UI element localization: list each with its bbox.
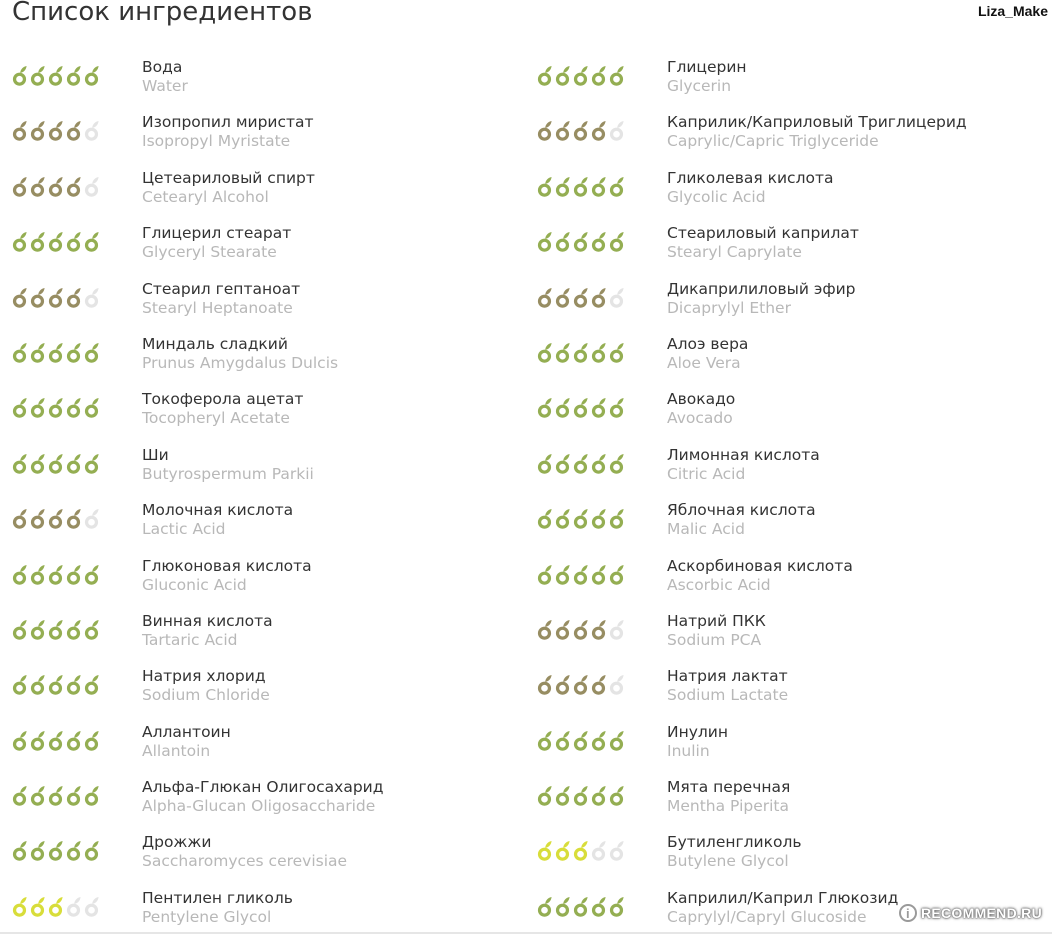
olive-leaf-icon xyxy=(554,231,571,253)
ingredient-name-ru[interactable]: Каприлил/Каприл Глюкозид xyxy=(667,888,899,907)
ingredient-name-ru[interactable]: Глюконовая кислота xyxy=(142,556,312,575)
olive-leaf-icon xyxy=(47,120,64,142)
safety-rating xyxy=(11,342,100,364)
olive-leaf-icon xyxy=(536,564,553,586)
olive-leaf-icon xyxy=(536,453,553,475)
olive-leaf-icon xyxy=(83,453,100,475)
olive-leaf-icon xyxy=(572,176,589,198)
olive-leaf-icon xyxy=(11,508,28,530)
ingredient-name-inci: Stearyl Caprylate xyxy=(667,243,802,262)
safety-rating xyxy=(11,840,100,862)
safety-rating xyxy=(11,508,100,530)
olive-leaf-icon xyxy=(554,730,571,752)
olive-leaf-icon xyxy=(83,619,100,641)
olive-leaf-icon xyxy=(29,896,46,918)
olive-leaf-icon xyxy=(590,342,607,364)
olive-leaf-icon xyxy=(11,176,28,198)
ingredient-names xyxy=(667,280,856,318)
ingredient-names xyxy=(667,501,816,539)
ingredient-names xyxy=(667,390,735,428)
olive-leaf-icon xyxy=(29,564,46,586)
olive-leaf-icon xyxy=(608,287,625,309)
olive-leaf-icon xyxy=(83,176,100,198)
olive-leaf-icon xyxy=(590,231,607,253)
safety-rating xyxy=(11,730,100,752)
ingredient-name-ru[interactable]: Ши xyxy=(142,445,169,464)
olive-leaf-icon xyxy=(11,840,28,862)
olive-leaf-icon xyxy=(554,65,571,87)
olive-leaf-icon xyxy=(29,231,46,253)
ingredient-names xyxy=(142,667,270,705)
safety-rating xyxy=(536,287,625,309)
ingredient-name-inci: Lactic Acid xyxy=(142,520,226,539)
ingredient-names xyxy=(667,335,748,373)
ingredient-name-ru[interactable]: Бутиленгликоль xyxy=(667,833,802,852)
olive-leaf-icon xyxy=(608,231,625,253)
olive-leaf-icon xyxy=(83,287,100,309)
olive-leaf-icon xyxy=(11,564,28,586)
olive-leaf-icon xyxy=(608,120,625,142)
ingredient-names xyxy=(667,833,802,871)
olive-leaf-icon xyxy=(83,231,100,253)
olive-leaf-icon xyxy=(29,674,46,696)
ingredient-name-inci: Citric Acid xyxy=(667,464,746,483)
olive-leaf-icon xyxy=(572,674,589,696)
olive-leaf-icon xyxy=(65,896,82,918)
watermark-text: RECOMMEND.RU xyxy=(920,905,1042,921)
safety-rating xyxy=(11,564,100,586)
olive-leaf-icon xyxy=(83,120,100,142)
olive-leaf-icon xyxy=(47,896,64,918)
olive-leaf-icon xyxy=(65,397,82,419)
ingredient-name-ru[interactable]: Дикаприлиловый эфир xyxy=(667,279,856,298)
ingredient-names xyxy=(667,667,788,705)
safety-rating xyxy=(536,453,625,475)
safety-rating xyxy=(536,730,625,752)
ingredient-name-inci: Glyceryl Stearate xyxy=(142,243,277,262)
olive-leaf-icon xyxy=(536,287,553,309)
olive-leaf-icon xyxy=(83,564,100,586)
olive-leaf-icon xyxy=(608,176,625,198)
safety-rating xyxy=(11,397,100,419)
ingredient-names xyxy=(667,557,853,595)
ingredient-name-ru[interactable]: Натрия хлорид xyxy=(142,667,266,686)
safety-rating xyxy=(11,453,100,475)
olive-leaf-icon xyxy=(590,120,607,142)
olive-leaf-icon xyxy=(11,65,28,87)
olive-leaf-icon xyxy=(572,231,589,253)
olive-leaf-icon xyxy=(608,508,625,530)
olive-leaf-icon xyxy=(572,896,589,918)
olive-leaf-icon xyxy=(572,508,589,530)
ingredient-name-ru[interactable]: Аскорбиновая кислота xyxy=(667,556,853,575)
safety-rating xyxy=(536,120,625,142)
ingredient-names xyxy=(667,889,898,927)
olive-leaf-icon xyxy=(47,730,64,752)
ingredient-name-ru[interactable]: Лимонная кислота xyxy=(667,445,820,464)
olive-leaf-icon xyxy=(65,231,82,253)
safety-rating xyxy=(536,342,625,364)
safety-rating xyxy=(11,785,100,807)
olive-leaf-icon xyxy=(29,120,46,142)
safety-rating xyxy=(536,840,625,862)
olive-leaf-icon xyxy=(47,508,64,530)
olive-leaf-icon xyxy=(554,619,571,641)
author-name[interactable]: Liza_Make xyxy=(977,3,1048,19)
ingredient-name-ru[interactable]: Аллантоин xyxy=(142,722,231,741)
ingredient-names xyxy=(142,778,383,816)
olive-leaf-icon xyxy=(29,65,46,87)
olive-leaf-icon xyxy=(554,397,571,419)
ingredient-names xyxy=(142,280,300,318)
ingredient-names xyxy=(667,723,728,761)
ingredient-name-ru[interactable]: Гликолевая кислота xyxy=(667,168,834,187)
ingredient-names xyxy=(142,335,338,373)
olive-leaf-icon xyxy=(572,785,589,807)
watermark xyxy=(899,904,1042,922)
ingredient-name-ru[interactable]: Глицерин xyxy=(667,58,747,76)
ingredient-name-inci: Aloe Vera xyxy=(667,353,741,372)
ingredient-name-ru[interactable]: Токоферола ацетат xyxy=(142,390,304,409)
ingredient-name-ru[interactable]: Авокадо xyxy=(667,390,736,409)
ingredient-name-inci: Allantoin xyxy=(142,741,211,760)
olive-leaf-icon xyxy=(608,65,625,87)
olive-leaf-icon xyxy=(65,120,82,142)
ingredient-names xyxy=(142,501,293,539)
ingredient-name-inci: Isopropyl Myristate xyxy=(142,132,291,151)
safety-rating xyxy=(11,619,100,641)
olive-leaf-icon xyxy=(11,453,28,475)
safety-rating xyxy=(536,564,625,586)
olive-leaf-icon xyxy=(536,176,553,198)
ingredient-name-inci: Prunus Amygdalus Dulcis xyxy=(142,353,339,372)
olive-leaf-icon xyxy=(47,397,64,419)
olive-leaf-icon xyxy=(590,619,607,641)
olive-leaf-icon xyxy=(47,564,64,586)
safety-rating xyxy=(536,785,625,807)
olive-leaf-icon xyxy=(572,120,589,142)
olive-leaf-icon xyxy=(536,120,553,142)
ingredient-name-ru[interactable]: Миндаль сладкий xyxy=(142,334,288,353)
olive-leaf-icon xyxy=(65,65,82,87)
safety-rating xyxy=(536,65,625,87)
olive-leaf-icon xyxy=(83,840,100,862)
ingredient-name-ru[interactable]: Молочная кислота xyxy=(142,501,294,520)
olive-leaf-icon xyxy=(11,896,28,918)
ingredient-names xyxy=(142,113,314,151)
olive-leaf-icon xyxy=(65,176,82,198)
ingredient-name-ru[interactable]: Изопропил миристат xyxy=(142,113,314,132)
olive-leaf-icon xyxy=(83,342,100,364)
safety-rating xyxy=(11,176,100,198)
olive-leaf-icon xyxy=(554,508,571,530)
ingredient-name-inci: Tartaric Acid xyxy=(142,630,238,649)
ingredient-name-inci: Gluconic Acid xyxy=(142,575,247,594)
olive-leaf-icon xyxy=(572,342,589,364)
olive-leaf-icon xyxy=(608,896,625,918)
olive-leaf-icon xyxy=(572,453,589,475)
olive-leaf-icon xyxy=(554,342,571,364)
olive-leaf-icon xyxy=(65,342,82,364)
ingredient-names xyxy=(667,224,859,262)
olive-leaf-icon xyxy=(47,176,64,198)
olive-leaf-icon xyxy=(29,176,46,198)
olive-leaf-icon xyxy=(536,508,553,530)
olive-leaf-icon xyxy=(47,619,64,641)
ingredient-name-ru[interactable]: Дрожжи xyxy=(142,833,212,852)
olive-leaf-icon xyxy=(554,120,571,142)
olive-leaf-icon xyxy=(572,840,589,862)
olive-leaf-icon xyxy=(29,508,46,530)
olive-leaf-icon xyxy=(554,785,571,807)
safety-rating xyxy=(536,896,625,918)
safety-rating xyxy=(536,231,625,253)
olive-leaf-icon xyxy=(590,65,607,87)
ingredient-name-ru[interactable]: Цетеариловый спирт xyxy=(142,168,315,187)
olive-leaf-icon xyxy=(572,564,589,586)
olive-leaf-icon xyxy=(11,397,28,419)
olive-leaf-icon xyxy=(65,730,82,752)
olive-leaf-icon xyxy=(11,730,28,752)
ingredient-name-ru[interactable]: Алоэ вера xyxy=(667,334,749,353)
olive-leaf-icon xyxy=(608,785,625,807)
ingredient-name-inci: Butyrospermum Parkii xyxy=(142,464,314,483)
olive-leaf-icon xyxy=(554,674,571,696)
olive-leaf-icon xyxy=(29,619,46,641)
olive-leaf-icon xyxy=(29,730,46,752)
olive-leaf-icon xyxy=(29,397,46,419)
page-title: Список ингредиентов xyxy=(12,0,313,27)
olive-leaf-icon xyxy=(65,674,82,696)
ingredient-name-ru[interactable]: Вода xyxy=(142,58,183,76)
ingredient-name-ru[interactable]: Винная кислота xyxy=(142,611,273,630)
olive-leaf-icon xyxy=(608,619,625,641)
ingredient-names xyxy=(142,723,231,761)
safety-rating xyxy=(536,674,625,696)
ingredient-names xyxy=(142,557,312,595)
olive-leaf-icon xyxy=(608,840,625,862)
ingredient-names xyxy=(667,612,766,650)
olive-leaf-icon xyxy=(572,397,589,419)
ingredient-name-inci: Caprylyl/Capryl Glucoside xyxy=(667,907,867,926)
olive-leaf-icon xyxy=(590,453,607,475)
olive-leaf-icon xyxy=(47,453,64,475)
olive-leaf-icon xyxy=(11,619,28,641)
olive-leaf-icon xyxy=(590,287,607,309)
safety-rating xyxy=(11,120,100,142)
ingredient-name-inci: Alpha-Glucan Oligosaccharide xyxy=(142,797,376,816)
safety-rating xyxy=(536,397,625,419)
olive-leaf-icon xyxy=(47,231,64,253)
ingredient-names xyxy=(142,446,314,484)
safety-rating xyxy=(536,508,625,530)
olive-leaf-icon xyxy=(536,896,553,918)
olive-leaf-icon xyxy=(11,674,28,696)
olive-leaf-icon xyxy=(536,231,553,253)
olive-leaf-icon xyxy=(47,785,64,807)
ingredient-name-inci: Mentha Piperita xyxy=(667,797,790,816)
olive-leaf-icon xyxy=(83,397,100,419)
olive-leaf-icon xyxy=(590,896,607,918)
olive-leaf-icon xyxy=(29,840,46,862)
olive-leaf-icon xyxy=(554,287,571,309)
safety-rating xyxy=(11,896,100,918)
ingredient-names xyxy=(667,113,967,151)
olive-leaf-icon xyxy=(65,564,82,586)
safety-rating xyxy=(11,674,100,696)
ingredient-name-ru[interactable]: Каприлик/Каприловый Триглицерид xyxy=(667,113,967,132)
olive-leaf-icon xyxy=(47,287,64,309)
ingredient-names xyxy=(142,169,315,207)
ingredient-name-inci: Ascorbic Acid xyxy=(667,575,771,594)
olive-leaf-icon xyxy=(590,176,607,198)
ingredient-name-ru[interactable]: Мята перечная xyxy=(667,778,791,797)
olive-leaf-icon xyxy=(65,840,82,862)
olive-leaf-icon xyxy=(608,397,625,419)
olive-leaf-icon xyxy=(83,730,100,752)
ingredient-names xyxy=(142,612,273,650)
olive-leaf-icon xyxy=(83,896,100,918)
olive-leaf-icon xyxy=(608,453,625,475)
ingredient-name-inci: Glycolic Acid xyxy=(667,187,766,206)
ingredient-name-inci: Pentylene Glycol xyxy=(142,907,272,926)
ingredient-name-ru[interactable]: Стеарил гептаноат xyxy=(142,279,301,298)
olive-leaf-icon xyxy=(572,65,589,87)
olive-leaf-icon xyxy=(608,564,625,586)
ingredient-name-inci: Avocado xyxy=(667,409,733,428)
olive-leaf-icon xyxy=(65,287,82,309)
ingredient-name-ru[interactable]: Альфа-Глюкан Олигосахарид xyxy=(142,778,384,797)
olive-leaf-icon xyxy=(536,619,553,641)
olive-leaf-icon xyxy=(11,231,28,253)
ingredient-name-inci: Malic Acid xyxy=(667,520,745,539)
ingredient-name-inci: Saccharomyces cerevisiae xyxy=(142,852,348,871)
olive-leaf-icon xyxy=(65,619,82,641)
olive-leaf-icon xyxy=(590,508,607,530)
safety-rating xyxy=(11,287,100,309)
olive-leaf-icon xyxy=(536,65,553,87)
olive-leaf-icon xyxy=(47,674,64,696)
olive-leaf-icon xyxy=(572,619,589,641)
ingredient-name-inci: Dicaprylyl Ether xyxy=(667,298,791,317)
safety-rating xyxy=(11,231,100,253)
olive-leaf-icon xyxy=(608,674,625,696)
ingredient-names xyxy=(667,446,820,484)
olive-leaf-icon xyxy=(83,785,100,807)
ingredient-names xyxy=(667,778,790,816)
olive-leaf-icon xyxy=(11,287,28,309)
olive-leaf-icon xyxy=(65,453,82,475)
olive-leaf-icon xyxy=(29,453,46,475)
safety-rating xyxy=(11,65,100,87)
ingredient-name-ru[interactable]: Натрий ПКК xyxy=(667,611,766,630)
olive-leaf-icon xyxy=(29,342,46,364)
olive-leaf-icon xyxy=(11,120,28,142)
olive-leaf-icon xyxy=(536,840,553,862)
safety-rating xyxy=(536,619,625,641)
olive-leaf-icon xyxy=(554,176,571,198)
ingredient-names xyxy=(142,889,293,927)
ingredient-name-ru[interactable]: Инулин xyxy=(667,722,729,741)
olive-leaf-icon xyxy=(554,896,571,918)
olive-leaf-icon xyxy=(47,65,64,87)
ingredient-name-ru[interactable]: Пентилен гликоль xyxy=(142,888,293,907)
ingredient-name-inci: Glycerin xyxy=(667,77,732,95)
olive-leaf-icon xyxy=(590,397,607,419)
olive-leaf-icon xyxy=(29,287,46,309)
olive-leaf-icon xyxy=(11,785,28,807)
olive-leaf-icon xyxy=(83,508,100,530)
ingredient-names xyxy=(667,169,833,207)
olive-leaf-icon xyxy=(608,730,625,752)
olive-leaf-icon xyxy=(65,785,82,807)
olive-leaf-icon xyxy=(608,342,625,364)
ingredient-name-inci: Sodium Chloride xyxy=(142,686,270,705)
olive-leaf-icon xyxy=(554,453,571,475)
ingredient-name-ru[interactable]: Глицерил стеарат xyxy=(142,224,292,243)
olive-leaf-icon xyxy=(590,840,607,862)
ingredient-name-inci: Sodium PCA xyxy=(667,630,762,649)
olive-leaf-icon xyxy=(47,342,64,364)
ingredient-name-ru[interactable]: Стеариловый каприлат xyxy=(667,224,859,243)
ingredient-name-inci: Caprylic/Capric Triglyceride xyxy=(667,132,879,151)
ingredient-name-inci: Stearyl Heptanoate xyxy=(142,298,293,317)
olive-leaf-icon xyxy=(590,730,607,752)
olive-leaf-icon xyxy=(83,674,100,696)
olive-leaf-icon xyxy=(536,730,553,752)
olive-leaf-icon xyxy=(29,785,46,807)
olive-leaf-icon xyxy=(536,785,553,807)
ingredient-name-ru[interactable]: Яблочная кислота xyxy=(667,501,816,520)
olive-leaf-icon xyxy=(572,287,589,309)
safety-rating xyxy=(536,176,625,198)
olive-leaf-icon xyxy=(590,564,607,586)
ingredient-names xyxy=(142,224,291,262)
olive-leaf-icon xyxy=(554,564,571,586)
olive-leaf-icon xyxy=(65,508,82,530)
olive-leaf-icon xyxy=(590,785,607,807)
olive-leaf-icon xyxy=(554,840,571,862)
olive-leaf-icon xyxy=(590,674,607,696)
ingredient-name-inci: Cetearyl Alcohol xyxy=(142,187,269,206)
ingredient-name-inci: Tocopheryl Acetate xyxy=(142,409,290,428)
olive-leaf-icon xyxy=(536,397,553,419)
ingredient-name-inci: Water xyxy=(142,77,188,95)
olive-leaf-icon xyxy=(572,730,589,752)
olive-leaf-icon xyxy=(83,65,100,87)
recommend-logo-icon: i xyxy=(899,904,917,922)
ingredient-name-inci: Inulin xyxy=(667,741,710,760)
olive-leaf-icon xyxy=(536,674,553,696)
ingredient-name-ru[interactable]: Натрия лактат xyxy=(667,667,788,686)
ingredient-names xyxy=(142,58,188,96)
ingredient-name-inci: Butylene Glycol xyxy=(667,852,789,871)
ingredient-names xyxy=(142,390,303,428)
olive-leaf-icon xyxy=(47,840,64,862)
ingredient-name-inci: Sodium Lactate xyxy=(667,686,789,705)
ingredient-names xyxy=(667,58,747,96)
olive-leaf-icon xyxy=(11,342,28,364)
ingredient-names xyxy=(142,833,347,871)
olive-leaf-icon xyxy=(536,342,553,364)
